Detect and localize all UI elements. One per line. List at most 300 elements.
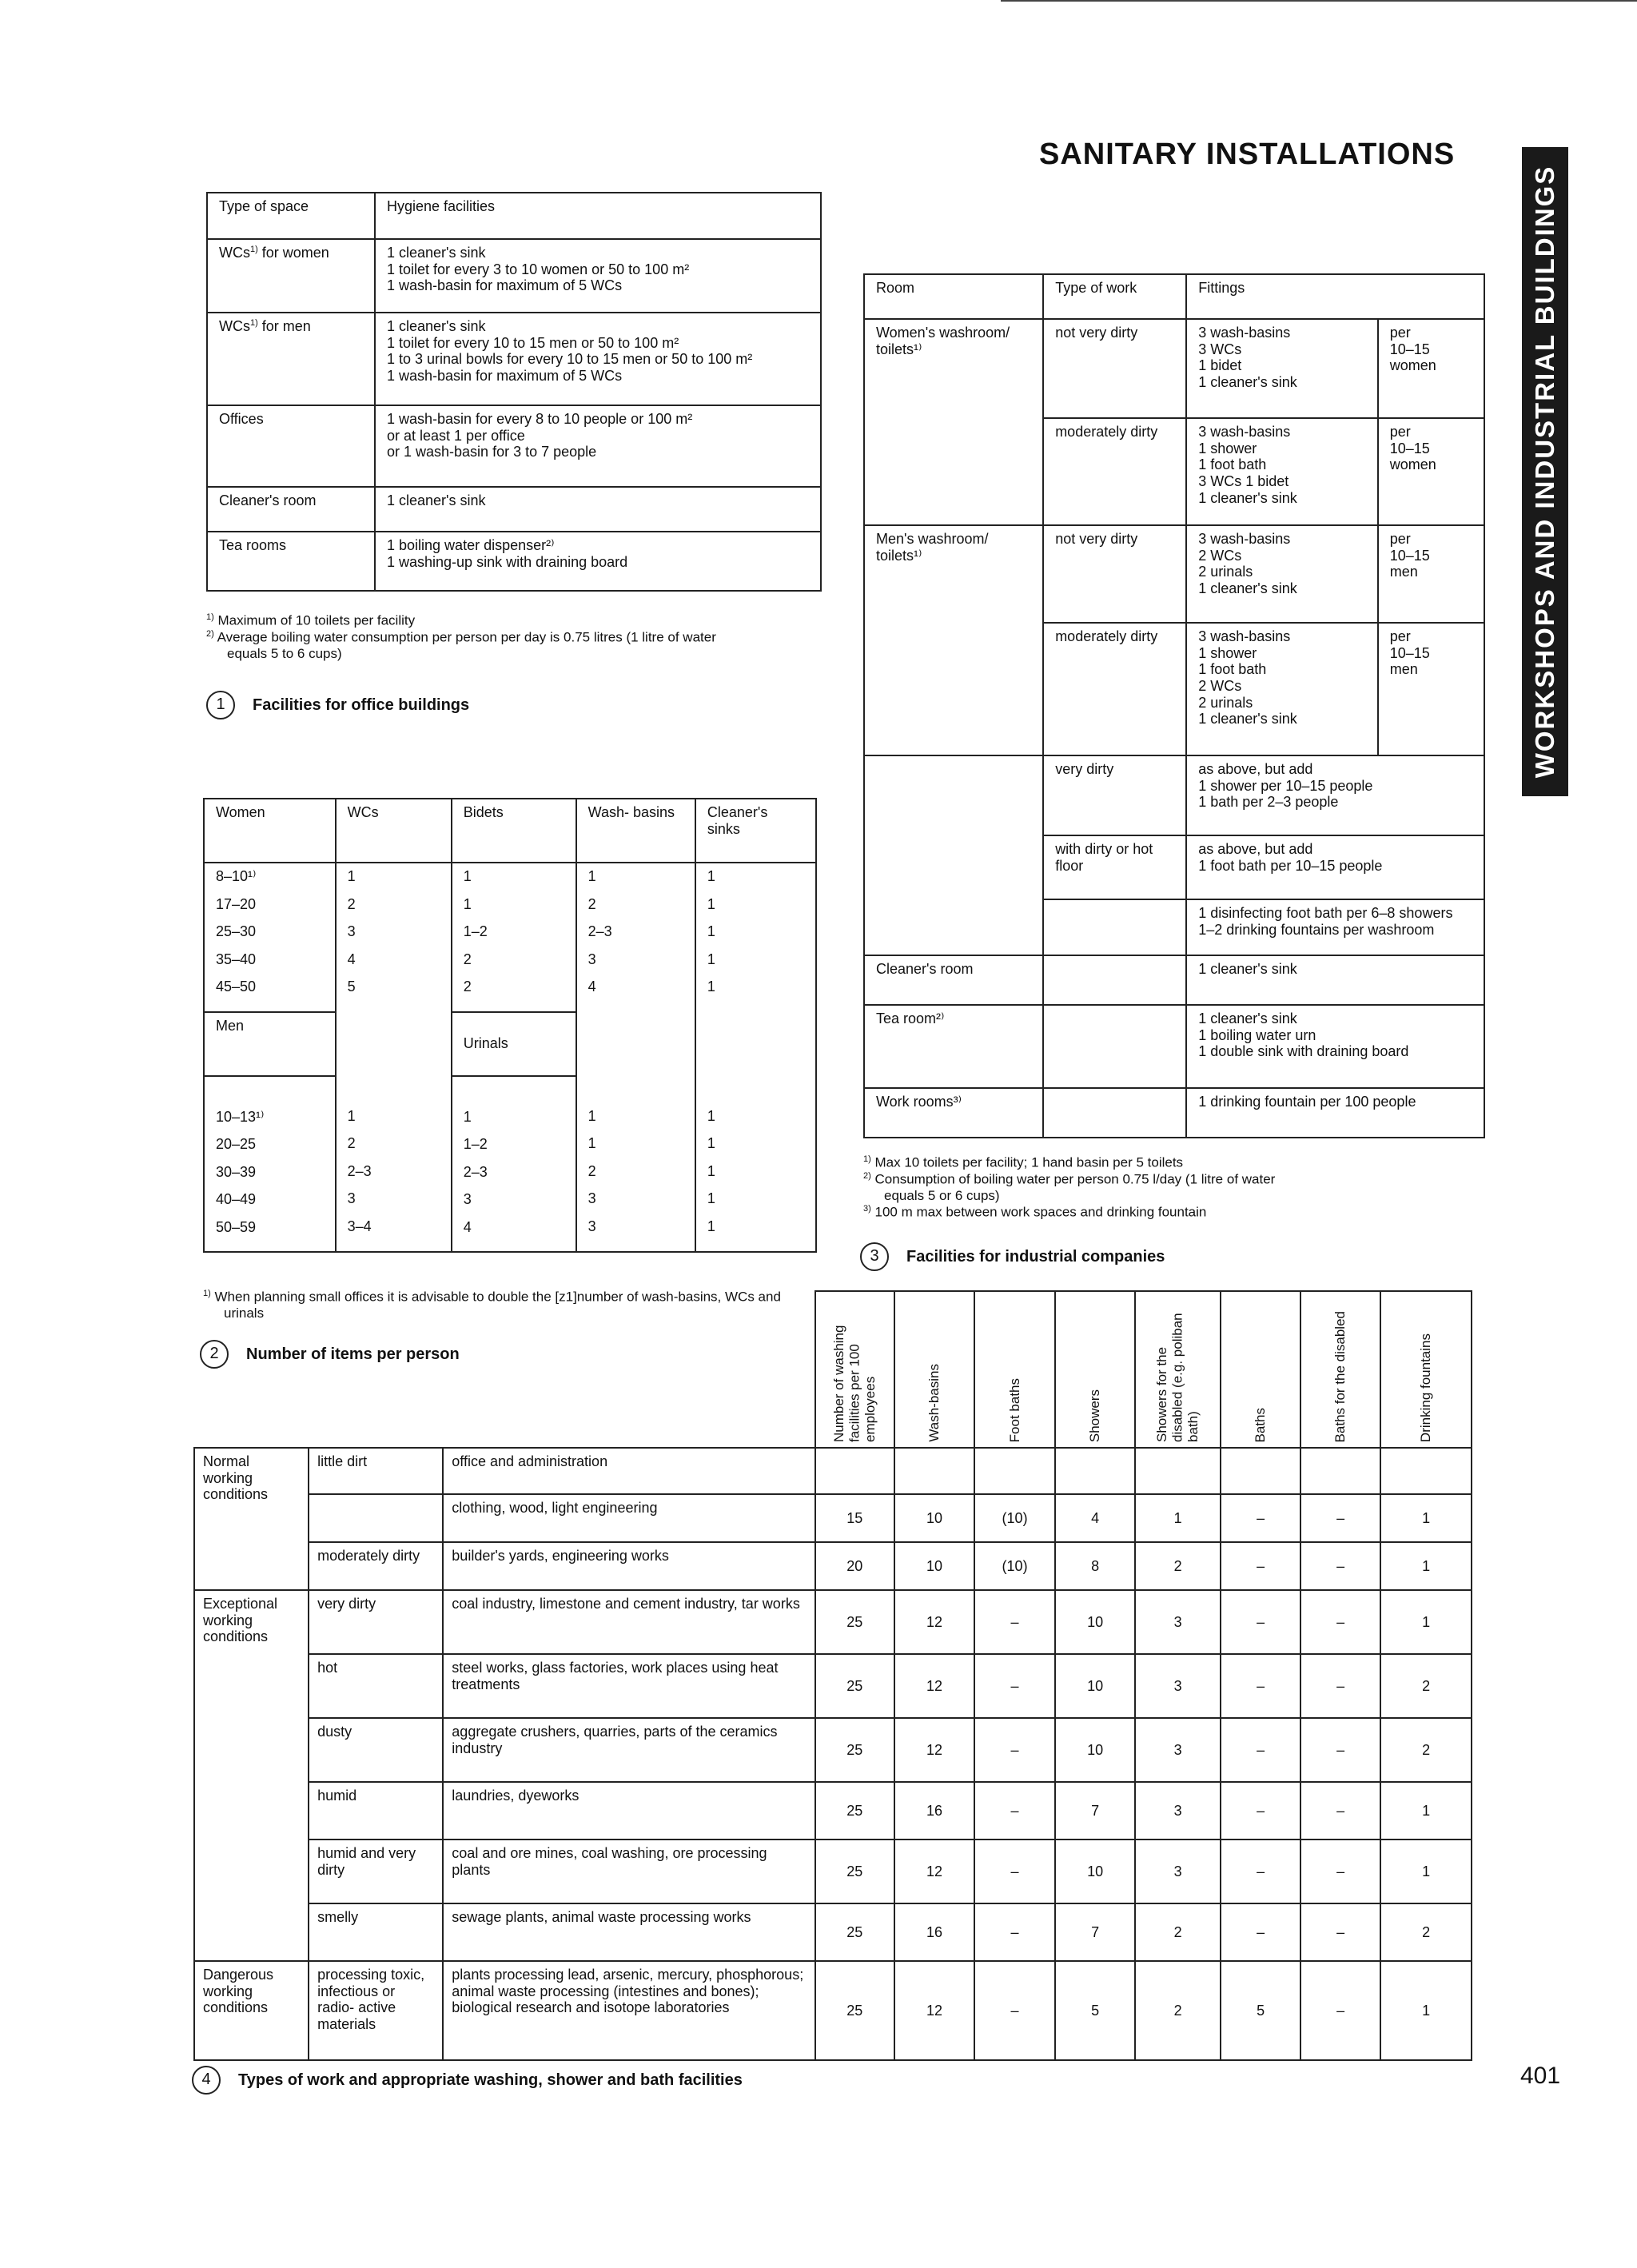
condition-group: Normal working conditions — [194, 1448, 309, 1590]
industrial-footnotes — [863, 1154, 1279, 1222]
condition-type — [309, 1494, 443, 1542]
table-row — [864, 755, 1484, 835]
value-cell — [1221, 1448, 1300, 1494]
text-line: 1 cleaner's sink — [1198, 1010, 1297, 1026]
text-line: 1 wash-basin for maximum of 5 WCs — [387, 368, 623, 385]
header-text: Showers — [1087, 1389, 1103, 1442]
value-cell: – — [1221, 1654, 1300, 1718]
space-type — [207, 313, 375, 405]
header-text: Number of washing facilities per 100 employees — [830, 1325, 878, 1442]
caption-text: Facilities for industrial companies — [906, 1247, 1165, 1266]
value-cell — [815, 1448, 894, 1494]
value-cell: – — [1300, 1840, 1380, 1903]
hygiene-facilities — [375, 313, 821, 405]
type-of-work — [1043, 899, 1186, 955]
value-cell: – — [974, 1903, 1055, 1961]
value-cell: – — [974, 1718, 1055, 1782]
data-column — [576, 863, 695, 1012]
value-cell: 1 — [1380, 1542, 1472, 1590]
condition-type: dusty — [309, 1718, 443, 1782]
value-cell: – — [1221, 1782, 1300, 1840]
side-tab — [1522, 147, 1568, 796]
table-cell: 2 — [347, 1135, 356, 1151]
type-of-work: moderately dirty — [1043, 418, 1186, 525]
value-cell: 10 — [1055, 1590, 1135, 1654]
table-cell: 1 — [587, 1107, 596, 1124]
rotated-column-header — [974, 1291, 1055, 1448]
value-cell: – — [1221, 1494, 1300, 1542]
rotated-column-header — [1135, 1291, 1221, 1448]
text-line: 10–15 — [1389, 440, 1430, 456]
urinals-label: Urinals — [452, 1012, 576, 1076]
rotated-column-header — [1055, 1291, 1135, 1448]
text-line: women — [1389, 357, 1436, 374]
value-cell: 10 — [894, 1542, 974, 1590]
value-cell: – — [1221, 1718, 1300, 1782]
table-cell: 2 — [587, 1162, 596, 1179]
text-line: 1 cleaner's sink — [1198, 961, 1297, 977]
rotated-column-header — [894, 1291, 974, 1448]
table-header: Type of space — [207, 193, 375, 239]
table-row — [194, 1782, 1472, 1840]
text-line: 1 cleaner's sink — [387, 318, 486, 334]
column-header: Wash- basins — [576, 799, 695, 863]
work-description: steel works, glass factories, work places using heat treatments — [443, 1654, 815, 1718]
text-line: 3 WCs 1 bidet — [1198, 473, 1289, 490]
footnote-mark: 1) — [206, 612, 214, 622]
table-cell: 2 — [587, 895, 596, 912]
text-line: 1 disinfecting foot bath per 6–8 showers — [1198, 905, 1453, 921]
value-cell: 3 — [1135, 1718, 1221, 1782]
table-cell: 1 — [347, 868, 356, 884]
value-cell: – — [1300, 1654, 1380, 1718]
data-column — [695, 863, 816, 1012]
text-line: as above, but add — [1198, 841, 1313, 857]
table-cell: 3 — [463, 1191, 472, 1207]
value-cell: 10 — [894, 1494, 974, 1542]
type-of-work — [1043, 1005, 1186, 1088]
value-cell: – — [1300, 1903, 1380, 1961]
table-cell: 2 — [347, 895, 356, 912]
text-line: 2 WCs — [1198, 547, 1242, 564]
hygiene-facilities — [375, 532, 821, 591]
text-line: 10–15 — [1389, 547, 1430, 564]
type-of-work: with dirty or hot floor — [1043, 835, 1186, 899]
caption-3 — [860, 1242, 1165, 1271]
table-row — [207, 313, 821, 405]
table-cell: 10–13¹⁾ — [216, 1108, 265, 1125]
condition-type: very dirty — [309, 1590, 443, 1654]
table-row — [864, 525, 1484, 623]
table-cell: 1 — [707, 1107, 715, 1124]
text-line: 1 wash-basin for maximum of 5 WCs — [387, 277, 623, 294]
text-line: 2 urinals — [1198, 564, 1253, 580]
space-type — [207, 239, 375, 313]
label: for men — [257, 318, 311, 334]
table-cell: 2 — [463, 951, 472, 967]
table-cell: 1 — [707, 895, 715, 912]
hygiene-facilities — [375, 239, 821, 313]
data-column — [576, 1076, 695, 1253]
value-cell: 1 — [1380, 1840, 1472, 1903]
value-cell: 10 — [1055, 1654, 1135, 1718]
header-text: Baths — [1253, 1407, 1269, 1442]
text-line: 1 to 3 urinal bowls for every 10 to 15 men or 50 to 100 m² — [387, 351, 753, 368]
type-of-work — [1043, 955, 1186, 1005]
table-row — [207, 487, 821, 532]
column-header: Women — [204, 799, 336, 863]
text-line: 3 wash-basins — [1198, 531, 1291, 547]
value-cell: 2 — [1380, 1903, 1472, 1961]
condition-group: Exceptional working conditions — [194, 1590, 309, 1961]
table-cell: 5 — [347, 979, 356, 994]
value-cell: 3 — [1135, 1840, 1221, 1903]
table-cell: 45–50 — [216, 979, 257, 994]
value-cell: 3 — [1135, 1654, 1221, 1718]
table-cell: 1 — [587, 1135, 596, 1151]
column-header: Cleaner's sinks — [695, 799, 816, 863]
work-description: plants processing lead, arsenic, mercury, phosphorous; animal waste processing (intestines and bones); biological research and isotope laboratories — [443, 1961, 815, 2060]
table-cell: 1 — [707, 1190, 715, 1206]
table-row — [194, 1961, 1472, 2060]
footnote-text: Consumption of boiling water per person 0.75 l/day (1 litre of water equals 5 or 6 cups) — [874, 1171, 1276, 1204]
table-cell: 4 — [347, 951, 356, 967]
value-cell — [894, 1448, 974, 1494]
value-cell: 16 — [894, 1903, 974, 1961]
text-line: 1 cleaner's sink — [1198, 580, 1297, 597]
table-cell: 35–40 — [216, 951, 257, 967]
table-cell: 30–39 — [216, 1163, 257, 1180]
men-label: Men — [204, 1012, 336, 1076]
value-cell: – — [1300, 1494, 1380, 1542]
fittings — [1186, 955, 1484, 1005]
value-cell: 12 — [894, 1654, 974, 1718]
text-line: 1 cleaner's sink — [387, 492, 486, 508]
condition-type: little dirt — [309, 1448, 443, 1494]
text-line: 1 wash-basin for every 8 to 10 people or 100 m² — [387, 411, 693, 427]
space-type — [207, 405, 375, 487]
data-column — [452, 1076, 576, 1253]
label: Tea rooms — [219, 537, 287, 553]
value-cell: 5 — [1055, 1961, 1135, 2060]
value-cell: – — [1221, 1542, 1300, 1590]
value-cell: 25 — [815, 1590, 894, 1654]
text-line: per — [1389, 531, 1411, 547]
text-line: 3 wash-basins — [1198, 424, 1291, 440]
room-name: Men's washroom/ toilets¹⁾ — [864, 525, 1043, 755]
condition-type: smelly — [309, 1903, 443, 1961]
value-cell: 3 — [1135, 1782, 1221, 1840]
table-cell: 1 — [707, 979, 715, 994]
caption-number: 2 — [200, 1340, 229, 1369]
table-row — [194, 1718, 1472, 1782]
table-header: Hygiene facilities — [375, 193, 821, 239]
table-cell: 1 — [707, 1135, 715, 1151]
table-cell: 3 — [587, 1218, 596, 1234]
table-cell: 4 — [587, 979, 596, 994]
text-line: 1 boiling water urn — [1198, 1026, 1316, 1043]
header-text: Foot baths — [1006, 1377, 1022, 1442]
items-per-person-table — [203, 798, 817, 1253]
space-type — [207, 532, 375, 591]
footnote-text: Average boiling water consumption per person per day is 0.75 litres (1 litre of water equals 5 to 6 cups) — [217, 629, 716, 662]
value-cell: 8 — [1055, 1542, 1135, 1590]
value-cell: 4 — [1055, 1494, 1135, 1542]
text-line: 2 urinals — [1198, 694, 1253, 711]
value-cell: 3 — [1135, 1590, 1221, 1654]
caption-text: Number of items per person — [246, 1345, 460, 1363]
value-cell: 1 — [1380, 1494, 1472, 1542]
value-cell: 25 — [815, 1718, 894, 1782]
table-cell: 2–3 — [347, 1162, 372, 1179]
value-cell — [974, 1448, 1055, 1494]
table-cell: 1 — [347, 1107, 356, 1124]
text-line: 1 toilet for every 3 to 10 women or 50 to 100 m² — [387, 261, 690, 277]
fittings — [1186, 755, 1484, 835]
rotated-column-header — [1300, 1291, 1380, 1448]
footnote-text: Maximum of 10 toilets per facility — [217, 612, 416, 628]
caption-text: Types of work and appropriate washing, shower and bath facilities — [238, 2071, 743, 2089]
value-cell: 2 — [1135, 1542, 1221, 1590]
value-cell: 25 — [815, 1903, 894, 1961]
value-cell: 1 — [1380, 1782, 1472, 1840]
industrial-facilities-table — [863, 273, 1485, 1138]
room-name — [864, 755, 1043, 955]
value-cell: 12 — [894, 1718, 974, 1782]
office-footnotes — [206, 612, 734, 662]
table-row — [204, 863, 816, 1012]
value-cell — [1055, 1448, 1135, 1494]
caption-number: 4 — [192, 2066, 221, 2095]
work-description: aggregate crushers, quarries, parts of the ceramics industry — [443, 1718, 815, 1782]
value-cell: 1 — [1135, 1494, 1221, 1542]
text-line: per — [1389, 325, 1411, 341]
table-cell: 50–59 — [216, 1218, 257, 1235]
value-cell: – — [1221, 1903, 1300, 1961]
per-people — [1378, 418, 1484, 525]
caption-number: 3 — [860, 1242, 889, 1271]
fittings — [1186, 623, 1377, 755]
table-cell: 1 — [707, 868, 715, 884]
items-footnote: $^{1)}$ When planning small offices it is advisable to double the [z1]number of wash-basins, WCs and urinals — [203, 1289, 781, 1321]
table-row — [207, 405, 821, 487]
rotated-column-header — [1221, 1291, 1300, 1448]
text-line: 1–2 drinking fountains per washroom — [1198, 921, 1435, 938]
value-cell: 25 — [815, 1654, 894, 1718]
table-cell: 3 — [587, 951, 596, 967]
fittings — [1186, 1005, 1484, 1088]
text-line: 1 foot bath per 10–15 people — [1198, 857, 1383, 874]
type-of-work: not very dirty — [1043, 525, 1186, 623]
text-line: or at least 1 per office — [387, 427, 525, 444]
text-line: or 1 wash-basin for 3 to 7 people — [387, 444, 597, 460]
value-cell: – — [1300, 1961, 1380, 2060]
table-cell: 4 — [463, 1218, 472, 1235]
table-cell: 1 — [587, 868, 596, 884]
table-cell: 1–2 — [463, 1136, 488, 1152]
data-column — [336, 863, 452, 1012]
text-line: 1 bath per 2–3 people — [1198, 794, 1339, 811]
header-text: Showers for the disabled (e.g. poliban bath) — [1154, 1313, 1201, 1442]
value-cell: 25 — [815, 1961, 894, 2060]
text-line: men — [1389, 661, 1418, 678]
value-cell: 16 — [894, 1782, 974, 1840]
table-cell: 2–3 — [463, 1163, 488, 1180]
data-column — [204, 1076, 336, 1253]
fittings — [1186, 418, 1377, 525]
text-line: 10–15 — [1389, 341, 1430, 357]
work-description: builder's yards, engineering works — [443, 1542, 815, 1590]
table-cell: 2 — [463, 979, 472, 994]
text-line: per — [1389, 424, 1411, 440]
label: Cleaner's room — [219, 492, 317, 508]
table-cell: 1 — [463, 868, 472, 884]
label: WCs — [219, 318, 250, 334]
rotated-column-header — [815, 1291, 894, 1448]
type-of-work: very dirty — [1043, 755, 1186, 835]
caption-number: 1 — [206, 691, 235, 719]
text-line: 1 washing-up sink with draining board — [387, 553, 628, 570]
value-cell: 10 — [1055, 1840, 1135, 1903]
text-line: men — [1389, 564, 1418, 580]
page-number: 401 — [1520, 2063, 1561, 2089]
table-row — [194, 1654, 1472, 1718]
condition-type: humid and very dirty — [309, 1840, 443, 1903]
room-name: Tea room²⁾ — [864, 1005, 1043, 1088]
table-row — [864, 1088, 1484, 1138]
fittings — [1186, 835, 1484, 899]
header-text: Baths for the disabled — [1332, 1310, 1348, 1442]
table-row — [864, 319, 1484, 418]
table-row — [194, 1494, 1472, 1542]
value-cell: 2 — [1380, 1718, 1472, 1782]
text-line: 1 bidet — [1198, 357, 1242, 374]
text-line: as above, but add — [1198, 761, 1313, 777]
table-row — [204, 1076, 816, 1253]
work-description: sewage plants, animal waste processing works — [443, 1903, 815, 1961]
value-cell: – — [1300, 1542, 1380, 1590]
data-column — [204, 863, 336, 1012]
room-name: Work rooms³⁾ — [864, 1088, 1043, 1138]
table-cell: 25–30 — [216, 923, 257, 939]
header-text: Wash-basins — [926, 1364, 942, 1442]
footnote-mark: 1) — [250, 318, 258, 328]
value-cell: 7 — [1055, 1782, 1135, 1840]
value-cell: – — [1300, 1718, 1380, 1782]
value-cell: 20 — [815, 1542, 894, 1590]
text-line: 3 WCs — [1198, 341, 1242, 357]
table-row — [194, 1903, 1472, 1961]
type-of-work: moderately dirty — [1043, 623, 1186, 755]
value-cell: – — [1221, 1590, 1300, 1654]
footnote-mark: 1) — [863, 1154, 871, 1164]
column-header: Bidets — [452, 799, 576, 863]
table-header-row — [194, 1291, 1472, 1448]
value-cell: (10) — [974, 1542, 1055, 1590]
text-line: 1 shower — [1198, 440, 1257, 456]
caption-text: Facilities for office buildings — [253, 696, 470, 714]
text-line: 1 foot bath — [1198, 456, 1267, 473]
text-line: 1 foot bath — [1198, 661, 1267, 678]
room-name: Cleaner's room — [864, 955, 1043, 1005]
value-cell: – — [974, 1590, 1055, 1654]
footnote-mark: 3) — [863, 1204, 871, 1214]
type-of-work: not very dirty — [1043, 319, 1186, 418]
value-cell: 10 — [1055, 1718, 1135, 1782]
value-cell: 2 — [1380, 1654, 1472, 1718]
value-cell: 25 — [815, 1782, 894, 1840]
per-people — [1378, 319, 1484, 418]
table-cell: 3–4 — [347, 1218, 372, 1234]
table-cell: 3 — [587, 1190, 596, 1206]
work-description: coal industry, limestone and cement industry, tar works — [443, 1590, 815, 1654]
work-description: clothing, wood, light engineering — [443, 1494, 815, 1542]
value-cell: 25 — [815, 1840, 894, 1903]
text-line: 1 drinking fountain per 100 people — [1198, 1094, 1416, 1110]
value-cell: – — [974, 1840, 1055, 1903]
condition-type: hot — [309, 1654, 443, 1718]
fittings — [1186, 319, 1377, 418]
footnote — [206, 612, 734, 629]
text-line: 1 cleaner's sink — [387, 245, 486, 261]
value-cell: – — [974, 1961, 1055, 2060]
text-line: 1 shower — [1198, 644, 1257, 661]
value-cell: 2 — [1135, 1903, 1221, 1961]
value-cell — [1135, 1448, 1221, 1494]
column-header: Room — [864, 274, 1043, 319]
value-cell: – — [1221, 1840, 1300, 1903]
type-of-work — [1043, 1088, 1186, 1138]
table-row — [194, 1840, 1472, 1903]
text-line: 1 cleaner's sink — [1198, 489, 1297, 506]
value-cell: 7 — [1055, 1903, 1135, 1961]
men-header-row — [204, 1012, 816, 1076]
work-description: laundries, dyeworks — [443, 1782, 815, 1840]
per-people — [1378, 525, 1484, 623]
header-text: Drinking fountains — [1418, 1333, 1434, 1442]
value-cell: 15 — [815, 1494, 894, 1542]
table-header-row — [204, 799, 816, 863]
footnote — [863, 1204, 1279, 1221]
table-cell: 8–10¹⁾ — [216, 868, 257, 884]
table-row — [194, 1542, 1472, 1590]
label: for women — [257, 245, 329, 261]
value-cell: 1 — [1380, 1590, 1472, 1654]
table-cell: 3 — [347, 1190, 356, 1206]
text-line: 3 wash-basins — [1198, 628, 1291, 644]
text-line: 1 boiling water dispenser²⁾ — [387, 537, 555, 553]
footnote-mark: 2) — [863, 1171, 871, 1182]
fittings — [1186, 525, 1377, 623]
table-cell: 1 — [463, 1108, 472, 1125]
condition-type: processing toxic, infectious or radio- active materials — [309, 1961, 443, 2060]
value-cell: 12 — [894, 1590, 974, 1654]
value-cell: – — [1300, 1590, 1380, 1654]
work-types-table — [193, 1290, 1472, 2061]
text-line: 1 shower per 10–15 people — [1198, 777, 1373, 794]
text-line: 10–15 — [1389, 644, 1430, 661]
table-cell: 1–2 — [463, 923, 488, 939]
data-column — [452, 863, 576, 1012]
column-header: Fittings — [1186, 274, 1484, 319]
hygiene-facilities — [375, 487, 821, 532]
table-row — [194, 1590, 1472, 1654]
value-cell: 2 — [1135, 1961, 1221, 2060]
table-cell: 1 — [707, 1218, 715, 1234]
per-people — [1378, 623, 1484, 755]
table-cell: 17–20 — [216, 895, 257, 912]
table-cell: 2–3 — [587, 923, 612, 939]
